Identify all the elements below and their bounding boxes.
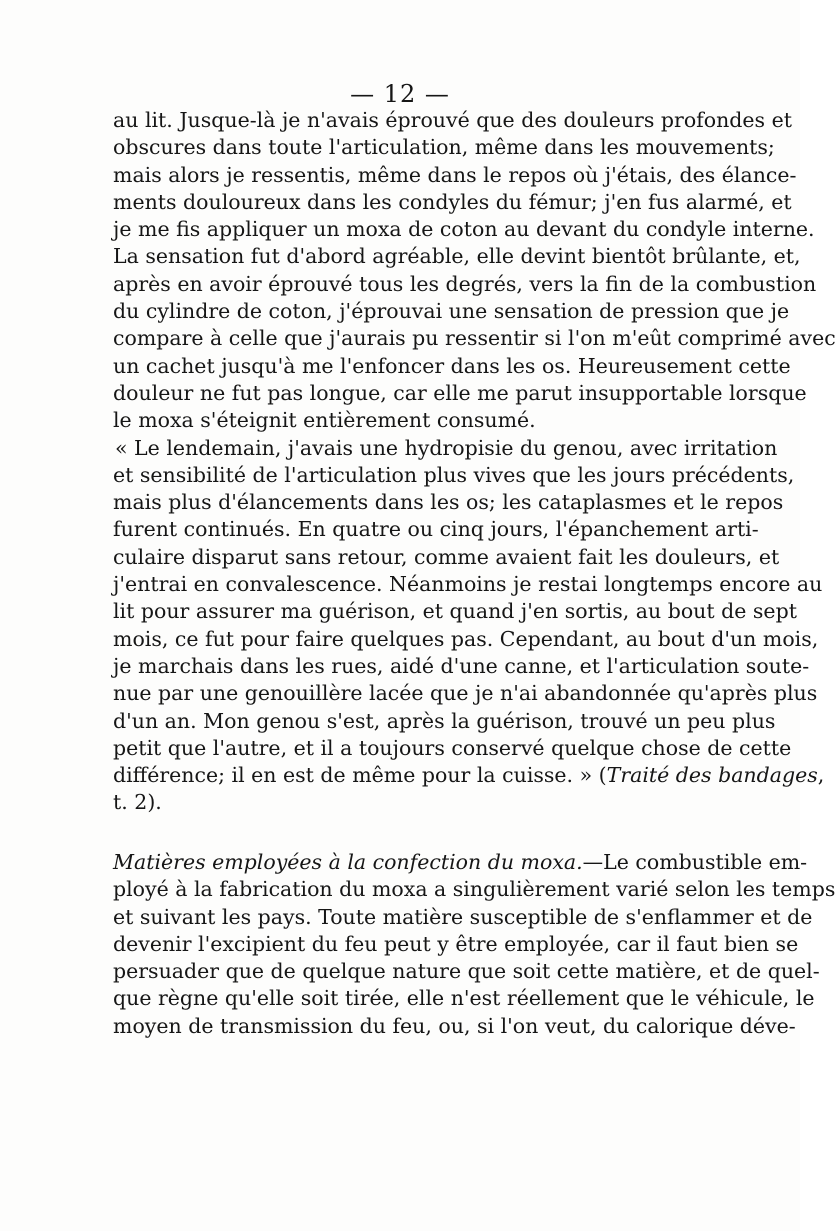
text-line: le moxa s'éteignit entièrement consumé. xyxy=(113,408,536,433)
text-line: d'un an. Mon genou s'est, après la guérison, trouvé un peu plus xyxy=(113,708,776,733)
text-line: douleur ne fut pas longue, car elle me parut insupportable lorsque xyxy=(113,380,807,405)
text-line: ployé à la fabrication du moxa a singulièrement varié selon les temps xyxy=(113,877,836,902)
text-line: et suivant les pays. Toute matière susceptible de s'enflammer et de xyxy=(113,904,813,929)
text-line: t. 2). xyxy=(113,790,162,815)
citation-title: Traité des bandages xyxy=(606,763,818,788)
paragraph-quote-continuation xyxy=(113,107,836,435)
text-line: nue par une genouillère lacée que je n'ai abandonnée qu'après plus xyxy=(113,681,818,706)
text-line: après en avoir éprouvé tous les degrés, vers la fin de la combustion xyxy=(113,271,817,296)
paragraph-moxa-materials xyxy=(113,849,836,1040)
text-line: et sensibilité de l'articulation plus vives que les jours précédents, xyxy=(113,462,795,487)
text-line: petit que l'autre, et il a toujours conservé quelque chose de cette xyxy=(113,735,792,760)
section-heading: Matières employées à la confection du moxa. xyxy=(113,850,583,874)
text-line: mois, ce fut pour faire quelques pas. Cependant, au bout d'un mois, xyxy=(113,626,819,651)
section-heading-line xyxy=(113,849,808,876)
text-line: obscures dans toute l'articulation, même dans les mouvements; xyxy=(113,135,775,160)
page-number: — 12 — xyxy=(350,80,450,108)
text-line: je marchais dans les rues, aidé d'une canne, et l'articulation soute- xyxy=(113,653,810,678)
text-line: persuader que de quelque nature que soit cette matière, et de quel- xyxy=(113,959,820,984)
text-line-citation xyxy=(113,762,825,789)
text-line: ments douloureux dans les condyles du fémur; j'en fus alarmé, et xyxy=(113,189,792,214)
text-line: culaire disparut sans retour, comme avaient fait les douleurs, et xyxy=(113,544,780,569)
text-line: mais plus d'élancements dans les os; les cataplasmes et le repos xyxy=(113,490,784,515)
citation-prefix: différence; il en est de même pour la cuisse. » ( xyxy=(113,763,607,788)
text-line: mais alors je ressentis, même dans le repos où j'étais, des élance- xyxy=(113,162,797,187)
text-line: compare à celle que j'aurais pu ressentir si l'on m'eût comprimé avec xyxy=(113,326,836,351)
text-line: j'entrai en convalescence. Néanmoins je restai longtemps encore au xyxy=(113,572,823,597)
paragraph-quote-second xyxy=(113,435,825,817)
text-line: que règne qu'elle soit tirée, elle n'est réellement que le véhicule, le xyxy=(113,986,815,1011)
text-column-lower xyxy=(113,849,836,1040)
citation-suffix: , xyxy=(817,763,825,788)
text-line: « Le lendemain, j'avais une hydropisie du genou, avec irritation xyxy=(115,435,778,460)
text-line: furent continués. En quatre ou cinq jours, l'épanchement arti- xyxy=(113,517,759,542)
text-line: lit pour assurer ma guérison, et quand j'en sortis, au bout de sept xyxy=(113,599,797,624)
text-line: un cachet jusqu'à me l'enfoncer dans les os. Heureusement cette xyxy=(113,353,791,378)
text-line: au lit. Jusque-là je n'avais éprouvé que des douleurs profondes et xyxy=(113,108,792,132)
text-line: moyen de transmission du feu, ou, si l'on veut, du calorique déve- xyxy=(113,1013,796,1038)
text-column xyxy=(113,107,836,817)
text-line: devenir l'excipient du feu peut y être employée, car il faut bien se xyxy=(113,931,799,956)
text-line: du cylindre de coton, j'éprouvai une sensation de pression que je xyxy=(113,299,790,324)
section-heading-continuation: —Le combustible em- xyxy=(582,850,808,874)
text-line: je me fis appliquer un moxa de coton au devant du condyle interne. xyxy=(113,217,815,242)
text-line: La sensation fut d'abord agréable, elle devint bientôt brûlante, et, xyxy=(113,244,801,269)
